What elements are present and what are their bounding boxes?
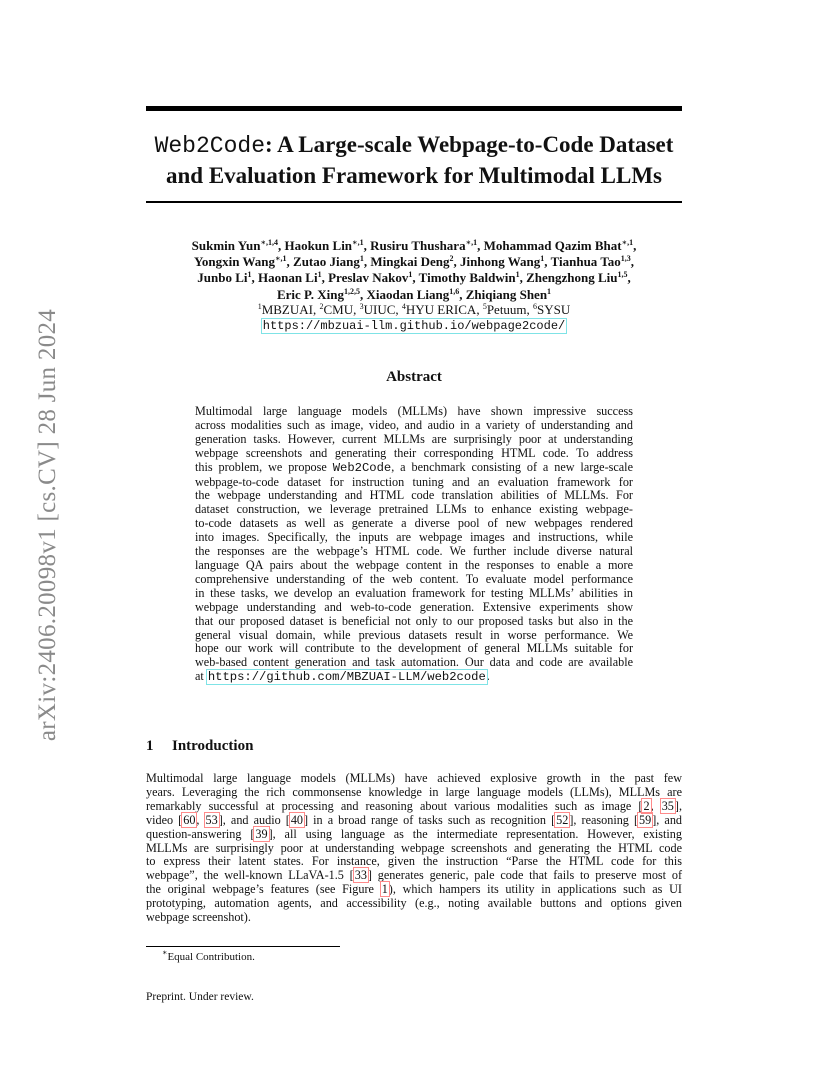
citation-link[interactable]: 40 [290,812,303,827]
intro-text: ], all using language as the intermediate representation. However, existing [268,826,682,841]
abstract-line: the webpage understanding and HTML code translation abilities of MLLMs. For [195,488,633,503]
citation-link[interactable]: 53 [205,812,218,827]
author-name: Xiaodan Liang [366,286,450,302]
title-top-rule [146,106,682,111]
affiliation-name: MBZUAI [261,302,313,317]
abstract-line-last [195,670,633,685]
title-line1: : A Large-scale Webpage-to-Code Dataset [265,132,674,157]
author-name: Preslav Nakov [328,270,409,286]
author [551,254,631,269]
author [194,254,287,269]
intro-line [146,897,682,911]
introduction-body [146,772,682,925]
intro-text: Multimodal large language models (MLLMs) have achieved explosive growth in the past few [146,771,682,785]
affiliation-name: SYSU [537,302,571,317]
abstract-text: . [486,669,490,684]
intro-text: MLLMs are surprisingly poor at understanding webpage screenshots and generating the HTML code [146,840,682,855]
section-number: 1 [146,738,154,754]
intro-line [146,883,682,897]
citation-link[interactable]: 59 [639,812,652,827]
citation-link[interactable]: 60 [183,812,196,827]
intro-line [146,828,682,842]
author-name: Rusiru Thushara [370,238,466,253]
author-name: Yongxin Wang [193,254,275,270]
code-url-link[interactable]: https://github.com/MBZUAI-LLM/web2code [207,670,486,685]
abstract-line: generation tasks. However, current MLLMs are surprisingly poor at understanding [195,431,633,446]
author [277,287,360,302]
abstract-line: web-based content generation and task automation. Our data and code are available [195,655,633,670]
abstract-line: to-code datasets as well as generate a diverse pool of new webpages rendered [195,516,633,531]
intro-text: ] generates generic, pale code that fails to preserve most of [367,868,682,883]
abstract-line: across modalities such as image, video, and audio in a variety of understanding and [195,417,633,432]
intro-text: to express their latent states. For instance, given the instruction “Parse the HTML code for this [146,854,682,869]
citation-link[interactable]: 39 [255,826,268,841]
intro-text: ], and audio [ [218,812,290,827]
author-affiliation-mark: ∗,1 [275,254,287,264]
author-name: Eric P. Xing [276,286,345,302]
citation-link[interactable]: 2 [643,798,650,813]
author-affiliation-mark: 1,3 [620,254,631,264]
citation-link[interactable]: 35 [661,798,674,813]
abstract-heading: Abstract [386,369,442,385]
author-affiliation-mark: ∗,1,4 [260,238,278,247]
author-affiliation-mark: 1 [359,254,364,264]
author [293,254,364,269]
footnote-rule [146,946,340,947]
affiliation-name: Petuum [486,302,527,317]
footnote-text: Equal Contribution. [167,951,255,963]
intro-text: ], and [652,812,683,827]
abstract-line: in these tasks, we develop an evaluation framework for testing MLLMs’ abilities in [195,585,633,600]
abstract-line: hope our work will contribute to the development of general MLLMs suitable for [195,641,633,656]
intro-line [146,800,682,814]
citation-link[interactable]: 52 [556,812,569,827]
author-name: Zutao Jiang [293,254,360,270]
author-name: Zhengzhong Liu [526,270,618,286]
intro-line [146,786,682,800]
affiliations: $^1$MBZUAI, $^2$CMU, $^3$UIUC, $^4$HYU ERICA, $^5$Petuum, $^6$SYSU [257,302,571,317]
abstract-line: general visual domain, while previous datasets result in worse performance. We [195,627,633,642]
author [284,238,363,253]
intro-text: webpage screenshot). [146,910,251,925]
author-affiliation-mark: 1 [515,270,520,280]
affiliation-name: CMU [323,302,354,317]
abstract-line: webpage understanding and web-to-code generation. Extensive experiments show [195,599,633,614]
intro-line [146,842,682,856]
author-affiliation-mark: 1 [408,270,413,280]
intro-text: question-answering [ [146,826,255,841]
author-affiliation-mark: ∗,1 [352,238,364,247]
intro-line [146,911,682,925]
author [258,270,322,285]
author-affiliation-mark: 1 [547,286,552,296]
title-bottom-rule [146,201,682,203]
intro-text: webpage”, the well-known LLaVA-1.5 [ [146,868,354,883]
title-dataset-name: Web2Code [154,133,265,159]
affiliation-name: HYU ERICA [405,302,477,317]
author-affiliation-mark: 1,5 [617,270,628,280]
intro-text: prototyping, automation agents, and accessibility (e.g., noting available buttons and options given [146,896,682,911]
intro-text: ), which hampers its utility in applications such as UI [388,882,682,897]
intro-text: video [ [146,812,183,827]
author [419,270,520,285]
intro-text: ] in a broad range of tasks such as recognition [ [304,812,556,827]
affiliation-mark: 4 [401,302,406,311]
intro-text: , [650,798,661,813]
abstract-line: into images. Specifically, the inputs are webpage images and instructions, while [195,530,633,545]
section-title: Introduction [172,738,254,754]
affiliation-mark: 1 [257,302,262,311]
title-line2: and Evaluation Framework for Multimodal LLMs [165,163,662,188]
page-footer: Preprint. Under review. [146,991,254,1003]
abstract-line: Multimodal large language models (MLLMs) have shown impressive success [195,404,633,418]
author [328,270,412,285]
abstract-text: at [195,669,207,684]
author [484,238,633,253]
author-affiliation-mark: ∗,1 [465,238,478,247]
author [367,287,460,302]
author [192,238,278,253]
intro-text: the original webpage’s features (see Figure [146,882,381,897]
author [466,287,551,302]
intro-text: ], [674,798,682,813]
author-name: Tianhua Tao [550,254,621,270]
abstract-line: comprehensive understanding of the web content. To evaluate model performance [195,571,633,586]
author-affiliation-mark: 1,2,5 [344,286,361,296]
author-name: Jinhong Wang [459,254,541,270]
author-list: Sukmin Yun$^{∗,1,4}$, Haokun Lin$^{∗,1}$, Rusiru Thushara$^{∗,1}$, Mohammad Qazim Bhat$^{∗,1}$, Yongxin Wang$^{∗,1}$, Zutao Jiang$^1$, Mingkai Deng$^2$, Jinhong Wang$^1$, Tianhua Tao$^{1,3}$, Junbo Li$^1$, Haonan Li$^1$, Preslav Nakov$^1$, Timothy Baldwin$^1$, Zhengzhong Liu$^{1,5}$, Eric P. Xing$^{1,2,5}$, Xiaodan Liang$^{1,6}$, Zhiqiang Shen$^1$ [191,238,637,302]
abstract-body [195,405,633,685]
affiliation-mark: 3 [359,302,364,311]
intro-line [146,814,682,828]
project-url-line [150,318,678,333]
abstract-line: webpage screenshots and generating their corresponding HTML code. To address [195,445,633,460]
abstract-line: the responses are the webpage’s HTML code. We further include diverse natural [195,544,633,559]
author [370,238,477,253]
abstract-line: dataset construction, we leverage pretrained LLMs to enhance existing webpage- [195,502,633,517]
intro-line [146,772,682,786]
citation-link[interactable]: 1 [381,882,388,897]
author-name: Timothy Baldwin [418,270,516,286]
section-heading-introduction [146,738,253,755]
project-url-link[interactable]: https://mbzuai-llm.github.io/webpage2code/ [262,319,566,333]
affiliation-name: UIUC [363,302,396,317]
affiliation-mark: 6 [533,302,538,311]
paper-title [146,130,682,190]
footnote-mark: ∗ [162,948,168,957]
author [526,270,627,285]
intro-text: remarkably successful at processing and reasoning about various modalities such as image [ [146,798,643,813]
intro-text: , [196,812,205,827]
author-name: Haonan Li [257,270,318,286]
author [460,254,544,269]
abstract-line: webpage-to-code dataset for instruction tuning and an evaluation framework for [195,474,633,489]
author [197,270,251,285]
author-affiliation-mark: 1 [540,254,545,264]
author-affiliation-mark: 1 [317,270,322,280]
affiliation-mark: 5 [482,302,487,311]
intro-text: ], reasoning [ [569,812,639,827]
author-name: Mingkai Deng [370,254,450,270]
abstract-line: this problem, we propose Web2Code, a benchmark consisting of a new large-scale [195,459,633,475]
author-affiliation-mark: 1 [247,270,252,280]
author-affiliation-mark: 1,6 [449,286,460,296]
author [370,254,453,269]
citation-link[interactable]: 33 [354,868,367,883]
author-name: Sukmin Yun [191,238,261,253]
author-name: Zhiqiang Shen [465,286,548,302]
author-affiliation-mark: ∗,1 [621,238,634,247]
author-name: Mohammad Qazim Bhat [483,238,622,253]
intro-text: years. Leveraging the rich commonsense knowledge in large language models (LLMs), MLLMs are [146,784,682,799]
author-name: Haokun Lin [284,238,353,253]
author-affiliation-mark: 2 [449,254,454,264]
author-name: Junbo Li [197,270,248,286]
footnote [162,948,255,963]
abstract-line: that our proposed dataset is beneficial not only to our proposed tasks but also in the [195,613,633,628]
abstract-line: language QA pairs about the webpage content in the responses to enable a more [195,557,633,572]
affiliation-mark: 2 [319,302,324,311]
